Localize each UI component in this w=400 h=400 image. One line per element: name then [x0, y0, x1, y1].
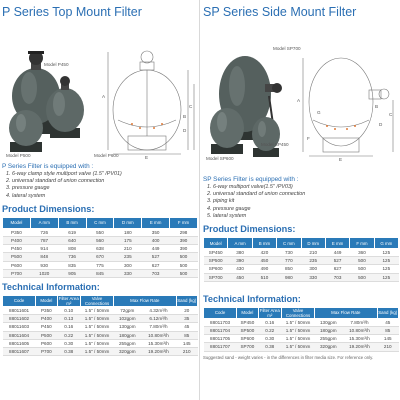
table-cell: P350 — [3, 228, 31, 236]
column-header: Model — [237, 307, 258, 318]
table-cell: 180gpm — [315, 326, 342, 334]
table-cell: 1.5" / 50mm — [80, 323, 113, 331]
table-cell: 0.22 — [57, 331, 80, 339]
equipped-title: P Series Filter is equipped with : — [2, 163, 94, 170]
table-cell: 88011703 — [204, 318, 237, 326]
table-cell: 560 — [86, 237, 114, 245]
table-row — [3, 323, 198, 331]
table-cell: 180gpm — [114, 331, 141, 339]
table-cell: 10.80m³/h — [141, 331, 176, 339]
column-header: Filter Area m² — [259, 307, 280, 318]
page-title-sp-series: SP Series Side Mount Filter — [203, 5, 357, 19]
table-cell: 0.13 — [57, 315, 80, 323]
column-header: Model — [36, 295, 57, 306]
table-cell: 235 — [114, 253, 142, 261]
table-cell: 300 — [114, 261, 142, 269]
dim-label-c: C — [389, 112, 393, 117]
filter-dimension-diagram — [303, 58, 393, 156]
equipped-item: 4. pressure gauge — [207, 205, 251, 212]
table-cell: 500 — [170, 269, 198, 277]
dim-label-b: B — [183, 114, 187, 119]
table-cell: 0.30 — [258, 335, 281, 343]
table-cell: 450 — [228, 273, 252, 281]
dim-label-d: D — [183, 128, 187, 133]
sp-technical-table — [203, 307, 399, 352]
table-cell: 20 — [176, 306, 198, 314]
table-cell: 235 — [301, 257, 325, 265]
sp-series-column — [203, 0, 399, 400]
table-cell: 88011605 — [3, 339, 36, 347]
equipped-list — [203, 184, 399, 220]
table-cell: 1.5" / 50mm — [80, 347, 113, 355]
table-cell: 770 — [277, 257, 301, 265]
table-cell: 808 — [58, 245, 86, 253]
table-cell: 330 — [114, 269, 142, 277]
p-series-filters-image — [2, 24, 198, 162]
table-cell: 736 — [58, 253, 86, 261]
table-cell: 905 — [58, 269, 86, 277]
table-cell: 175 — [114, 237, 142, 245]
table-cell: 619 — [58, 228, 86, 236]
table-cell: 0.38 — [57, 347, 80, 355]
table-cell: 430 — [228, 265, 252, 273]
table-cell: 500 — [350, 257, 374, 265]
table-cell: 45 — [176, 323, 198, 331]
table-row — [3, 237, 198, 245]
table-cell: 88011705 — [204, 335, 237, 343]
equipped-item: 1. 6-way multiport valve(1.5" /PV03) — [207, 184, 293, 190]
table-cell: 500 — [350, 273, 374, 281]
table-cell: 500 — [170, 261, 198, 269]
table-cell: 180 — [114, 228, 142, 236]
dim-label-g: G — [317, 110, 321, 115]
table-row — [3, 339, 198, 347]
column-header: E mm — [142, 217, 170, 228]
table-cell: 320gpm — [114, 347, 141, 355]
table-cell: 1.5" / 50mm — [281, 343, 314, 351]
dim-label-e: E — [339, 157, 343, 162]
p-technical-table — [2, 295, 198, 356]
column-header: Filter Area m² — [58, 295, 79, 306]
equipped-item: 3. piping kit — [207, 198, 235, 205]
column-header: A mm — [228, 238, 252, 249]
table-cell: 88011704 — [204, 326, 237, 334]
table-cell: 527 — [142, 253, 170, 261]
table-cell: 45 — [377, 318, 399, 326]
table-cell: 210 — [301, 249, 325, 257]
table-cell: 210 — [377, 343, 399, 351]
table-cell: 845 — [86, 269, 114, 277]
table-cell: 72gpm — [114, 306, 141, 314]
table-row — [3, 331, 198, 339]
table-cell: 490 — [252, 265, 276, 273]
table-cell: P500 — [3, 253, 31, 261]
dim-label-d: D — [379, 122, 383, 127]
table-cell: P450 — [3, 245, 31, 253]
table-cell: 4.32m³/h — [141, 306, 176, 314]
table-cell: 102gpm — [114, 315, 141, 323]
column-header: D mm — [301, 238, 325, 249]
table-cell: SP700 — [237, 343, 258, 351]
table-row — [204, 318, 399, 326]
table-row — [3, 347, 198, 355]
table-cell: 0.22 — [258, 326, 281, 334]
table-row — [3, 306, 198, 314]
column-header: D mm — [114, 217, 142, 228]
table-cell: 510 — [252, 273, 276, 281]
filter-dimension-diagram — [108, 51, 194, 154]
column-header: A mm — [30, 217, 58, 228]
table-cell: 298 — [170, 228, 198, 236]
equipped-item: 3. pressure gauge — [6, 185, 50, 192]
table-cell: P400 — [36, 315, 57, 323]
table-cell: 0.30 — [57, 339, 80, 347]
table-cell: 15.30m³/h — [141, 339, 176, 347]
column-header: Max Flow Rate — [114, 295, 176, 306]
table-cell: 1.5" / 50mm — [80, 339, 113, 347]
table-cell: 130gpm — [315, 318, 342, 326]
table-cell: P600 — [3, 261, 31, 269]
table-cell: 787 — [30, 237, 58, 245]
table-cell: 7.80m³/h — [342, 318, 377, 326]
table-cell: 145 — [176, 339, 198, 347]
equipped-item: 2. universal standard of union connection — [6, 178, 105, 185]
model-label-p600: Model P600 — [94, 153, 119, 158]
dim-label-a: A — [297, 98, 301, 103]
page-title-p-series: P Series Top Mount Filter — [2, 5, 142, 19]
table-row — [3, 245, 198, 253]
table-cell: 980 — [277, 273, 301, 281]
equipped-item: 4. lateral system — [6, 192, 46, 199]
table-row — [204, 249, 399, 257]
table-cell: 500 — [350, 265, 374, 273]
table-row — [204, 343, 399, 351]
table-cell: 726 — [30, 228, 58, 236]
table-cell: 400 — [142, 237, 170, 245]
table-row — [204, 257, 399, 265]
table-cell: SP700 — [204, 273, 228, 281]
table-cell: SP450 — [237, 318, 258, 326]
model-label-sp600: Model SP600 — [206, 156, 234, 161]
model-label-p450: Model P450 — [44, 62, 69, 67]
table-header-row — [3, 295, 198, 306]
table-cell: 670 — [86, 253, 114, 261]
table-cell: 627 — [142, 261, 170, 269]
table-cell: 390 — [228, 257, 252, 265]
table-cell: SP600 — [204, 265, 228, 273]
table-cell: P700 — [36, 347, 57, 355]
table-cell: 835 — [58, 261, 86, 269]
table-cell: 130gpm — [114, 323, 141, 331]
table-cell: 125 — [374, 273, 398, 281]
table-cell: P700 — [3, 269, 31, 277]
table-cell: SP500 — [237, 326, 258, 334]
table-cell: 0.16 — [57, 323, 80, 331]
table-cell: 0.38 — [258, 343, 281, 351]
table-cell: 125 — [374, 257, 398, 265]
table-row — [3, 253, 198, 261]
table-cell: 703 — [325, 273, 349, 281]
equipped-item: 2. universal standard of union connection — [207, 191, 306, 198]
table-header-row — [204, 307, 399, 318]
table-cell: 0.10 — [57, 306, 80, 314]
table-cell: 449 — [325, 249, 349, 257]
column-header: E mm — [325, 238, 349, 249]
technical-heading: Technical Information: — [2, 281, 100, 292]
model-label-p500: Model P500 — [6, 153, 31, 158]
technical-heading: Technical Information: — [203, 293, 301, 304]
table-cell: 85 — [377, 326, 399, 334]
table-cell: 320gpm — [315, 343, 342, 351]
table-row — [204, 273, 399, 281]
model-label-sp700: Model SP700 — [273, 46, 301, 51]
table-cell: 85 — [176, 331, 198, 339]
table-cell: P350 — [36, 306, 57, 314]
table-cell: 1.5" / 50mm — [80, 315, 113, 323]
table-cell: 420 — [252, 249, 276, 257]
table-cell: 640 — [58, 237, 86, 245]
table-row — [3, 228, 198, 236]
filter-tank-sp600 — [210, 108, 244, 154]
column-header: Code — [204, 307, 237, 318]
filter-tank-sp450 — [252, 117, 280, 157]
table-cell: 1.5" / 50mm — [281, 318, 314, 326]
table-cell: 390 — [170, 245, 198, 253]
table-cell: 300 — [301, 265, 325, 273]
table-cell: 850 — [277, 265, 301, 273]
table-header-row — [3, 217, 198, 228]
column-header: Valve Connections — [80, 295, 113, 306]
table-cell: 88011604 — [3, 331, 36, 339]
sp-series-filters-image — [203, 24, 399, 174]
table-cell: 210 — [176, 347, 198, 355]
table-cell: 88011602 — [3, 315, 36, 323]
column-header: Sand (kg) — [377, 307, 399, 318]
table-row — [204, 265, 399, 273]
table-cell: 15.30m³/h — [342, 335, 377, 343]
table-cell: 914 — [30, 245, 58, 253]
dim-label-e: E — [145, 155, 149, 160]
p-series-column — [2, 0, 198, 400]
table-cell: P500 — [36, 331, 57, 339]
table-cell: 450 — [252, 257, 276, 265]
table-cell: 500 — [170, 253, 198, 261]
sand-weight-note: Suggested sand - weight varies - in the differences in filter media size. For reference only. — [203, 354, 374, 360]
table-cell: 527 — [325, 257, 349, 265]
table-cell: P400 — [3, 237, 31, 245]
column-divider — [199, 0, 200, 400]
table-cell: 88011707 — [204, 343, 237, 351]
column-header: C mm — [86, 217, 114, 228]
column-header: F mm — [170, 217, 198, 228]
table-cell: 703 — [142, 269, 170, 277]
p-series-illustration — [2, 24, 198, 162]
table-cell: 449 — [142, 245, 170, 253]
column-header: F mm — [350, 238, 374, 249]
table-cell: 145 — [377, 335, 399, 343]
column-header: C mm — [277, 238, 301, 249]
table-cell: 1.5" / 50mm — [281, 335, 314, 343]
table-cell: 1.5" / 50mm — [281, 326, 314, 334]
column-header: Model — [3, 217, 31, 228]
table-row — [204, 335, 399, 343]
table-cell: 627 — [325, 265, 349, 273]
table-cell: 35 — [176, 315, 198, 323]
dim-label-b: B — [375, 104, 379, 109]
table-cell: 1020 — [30, 269, 58, 277]
dim-label-a: A — [102, 94, 106, 99]
table-cell: 210 — [114, 245, 142, 253]
table-cell: 1.5" / 50mm — [80, 331, 113, 339]
dimensions-heading: Product Dimensions: — [203, 224, 296, 235]
filter-tank-p450 — [9, 110, 43, 152]
column-header: Sand (kg) — [176, 295, 198, 306]
p-dimensions-table — [2, 217, 198, 278]
table-row — [204, 326, 399, 334]
equipped-list — [2, 171, 198, 200]
equipped-title: SP Series Filter is equipped with : — [203, 176, 299, 183]
equipped-item: 1. 6-way clamp style multiport valve (1.5" /PV01) — [6, 171, 122, 177]
table-cell: 848 — [30, 253, 58, 261]
table-cell: 360 — [350, 249, 374, 257]
equipped-item: 5. lateral system — [207, 212, 247, 219]
table-cell: 125 — [374, 249, 398, 257]
sp-dimensions-table — [203, 237, 399, 282]
table-cell: SP450 — [204, 249, 228, 257]
table-cell: 255gpm — [114, 339, 141, 347]
table-cell: 88011601 — [3, 306, 36, 314]
table-cell: SP600 — [237, 335, 258, 343]
table-cell: P450 — [36, 323, 57, 331]
table-cell: 390 — [170, 237, 198, 245]
table-cell: 730 — [277, 249, 301, 257]
table-cell: 6.12m³/h — [141, 315, 176, 323]
model-label-sp450: Model SP450 — [261, 142, 289, 147]
table-cell: 88011603 — [3, 323, 36, 331]
table-cell: 125 — [374, 265, 398, 273]
column-header: Max Flow Rate — [315, 307, 377, 318]
table-cell: 255gpm — [315, 335, 342, 343]
dimensions-heading: Product Dimensions: — [2, 203, 95, 214]
dim-label-f: F — [307, 136, 310, 141]
table-cell: P600 — [36, 339, 57, 347]
column-header: Valve Connections — [281, 307, 314, 318]
table-row — [3, 315, 198, 323]
table-cell: SP500 — [204, 257, 228, 265]
table-cell: 0.16 — [258, 318, 281, 326]
table-cell: 330 — [301, 273, 325, 281]
table-cell: 19.20m³/h — [141, 347, 176, 355]
table-cell: 638 — [86, 245, 114, 253]
table-cell: 350 — [142, 228, 170, 236]
table-row — [3, 269, 198, 277]
column-header: B mm — [252, 238, 276, 249]
table-cell: 930 — [30, 261, 58, 269]
dim-label-c: C — [189, 104, 193, 109]
sp-series-illustration — [203, 24, 399, 162]
table-row — [3, 261, 198, 269]
table-header-row — [204, 238, 399, 249]
table-cell: 7.80m³/h — [141, 323, 176, 331]
table-cell: 10.80m³/h — [342, 326, 377, 334]
table-cell: 550 — [86, 228, 114, 236]
table-cell: 19.20m³/h — [342, 343, 377, 351]
table-cell: 775 — [86, 261, 114, 269]
table-cell: 380 — [228, 249, 252, 257]
table-cell: 1.5" / 50mm — [80, 306, 113, 314]
table-cell: 88011607 — [3, 347, 36, 355]
column-header: Model — [204, 238, 228, 249]
column-header: G mm — [374, 238, 398, 249]
column-header: Code — [3, 295, 36, 306]
column-header: B mm — [58, 217, 86, 228]
